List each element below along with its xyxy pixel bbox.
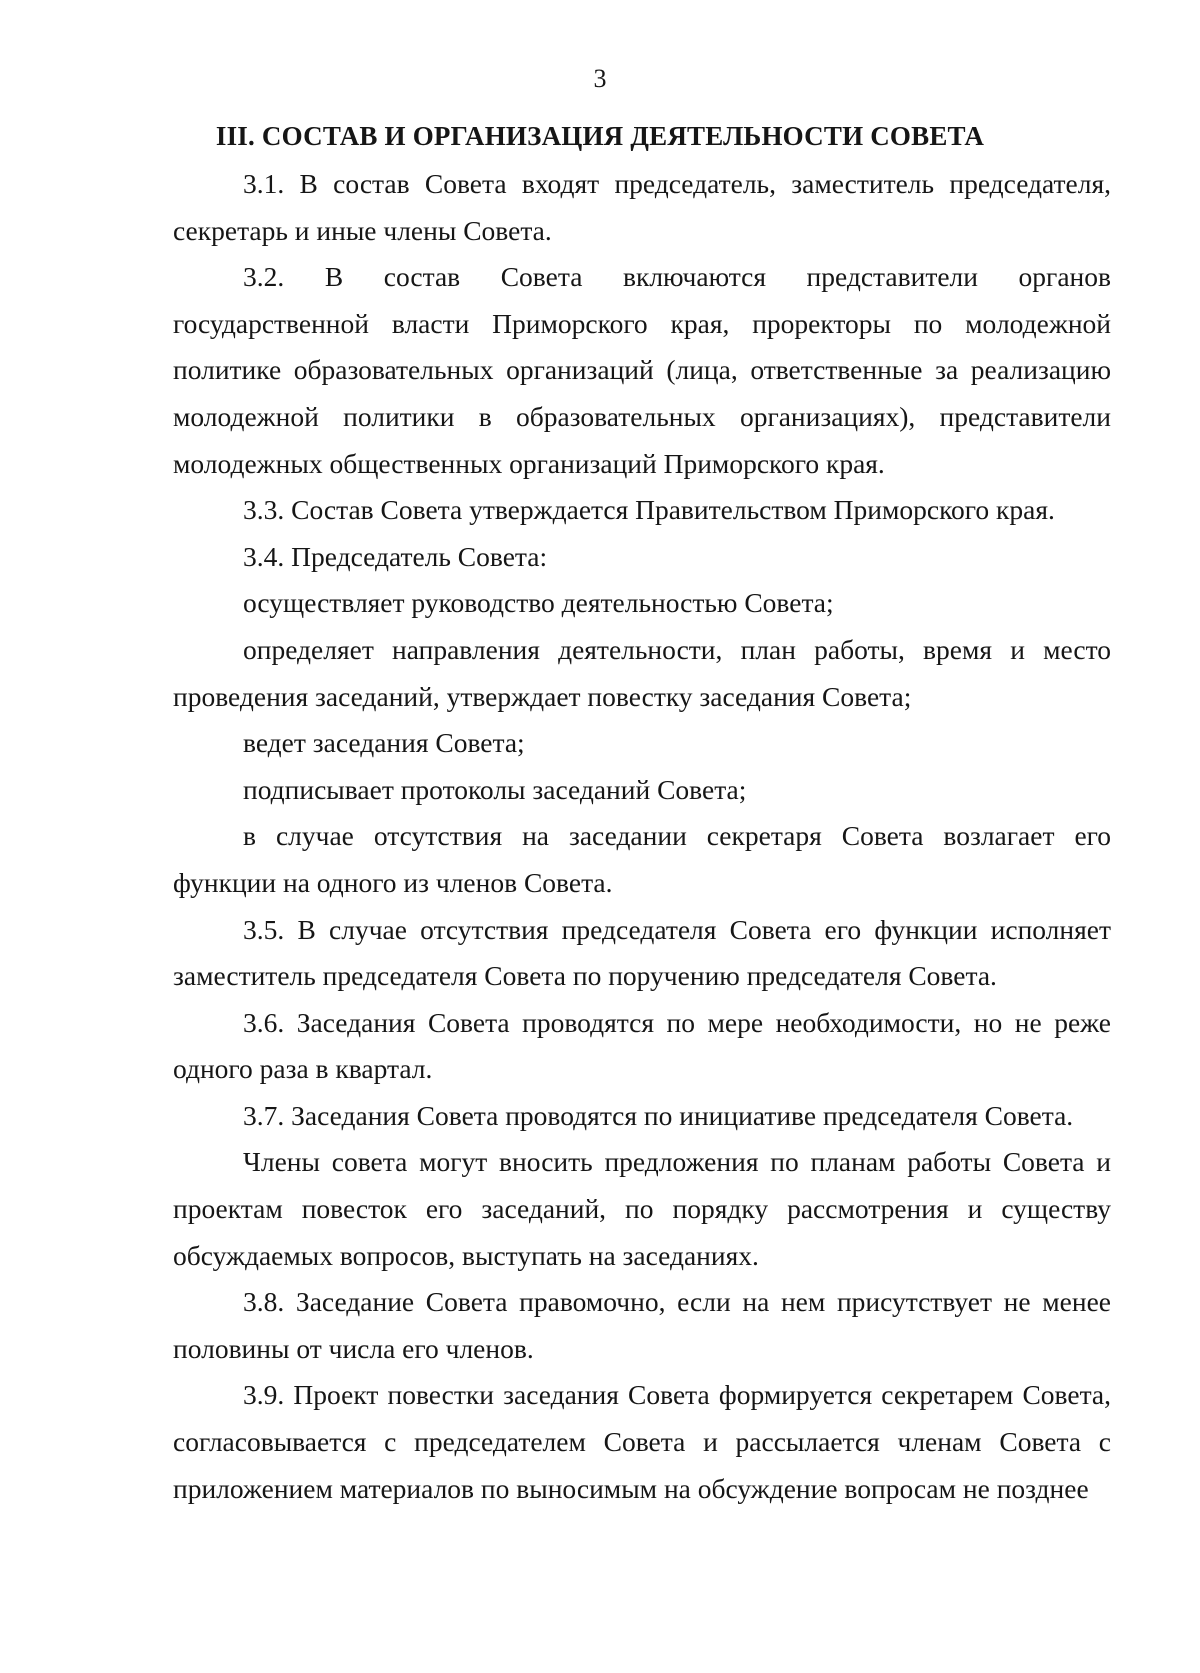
paragraph-3-4-item-2: определяет направления деятельности, план работы, время и место проведения заседаний, утверждает повестку заседания Совета; xyxy=(173,633,1111,712)
paragraph-3-4-item-4: подписывает протоколы заседаний Совета; xyxy=(243,773,747,805)
paragraph-3-4-item-1: осуществляет руководство деятельностью Совета; xyxy=(243,587,834,619)
paragraph-3-7: 3.7. Заседания Совета проводятся по инициативе председателя Совета. xyxy=(243,1099,1074,1131)
document-body xyxy=(173,161,1111,1512)
section-title: III. СОСТАВ И ОРГАНИЗАЦИЯ ДЕЯТЕЛЬНОСТИ СОВЕТА xyxy=(215,121,985,151)
paragraph-3-2: 3.2. В состав Совета включаются представители органов государственной власти Приморского края, проректоры по молодежной политике образовательных организаций (лица, ответственные за реализацию молодежной политики в образовательных организациях), представители молодежных общественных организаций Приморского края. xyxy=(173,261,1111,479)
paragraph-3-7-members: Члены совета могут вносить предложения по планам работы Совета и проектам повесток его заседаний, по порядку рассмотрения и существу обсуждаемых вопросов, выступать на заседаниях. xyxy=(173,1146,1111,1271)
paragraph-3-1: 3.1. В состав Совета входят председатель, заместитель председателя, секретарь и иные члены Совета. xyxy=(173,168,1111,246)
paragraph-3-9: 3.9. Проект повестки заседания Совета формируется секретарем Совета, согласовывается с председателем Совета и рассылается членам Совета с приложением материалов по выносимым на обсуждение вопросам не позднее xyxy=(173,1379,1111,1504)
paragraph-3-8: 3.8. Заседание Совета правомочно, если на нем присутствует не менее половины от числа его членов. xyxy=(173,1286,1111,1364)
paragraph-3-3: 3.3. Состав Совета утверждается Правительством Приморского края. xyxy=(243,494,1055,526)
paragraph-3-5: 3.5. В случае отсутствия председателя Совета его функции исполняет заместитель председателя Совета по поручению председателя Совета. xyxy=(173,913,1111,992)
paragraph-3-4: 3.4. Председатель Совета: xyxy=(243,540,548,572)
paragraph-3-6: 3.6. Заседания Совета проводятся по мере необходимости, но не реже одного раза в квартал. xyxy=(173,1006,1111,1085)
paragraph-3-4-item-3: ведет заседания Совета; xyxy=(243,727,525,759)
paragraph-3-4-item-5: в случае отсутствия на заседании секретаря Совета возлагает его функции на одного из членов Совета. xyxy=(173,820,1111,898)
page-number: 3 xyxy=(593,64,607,93)
